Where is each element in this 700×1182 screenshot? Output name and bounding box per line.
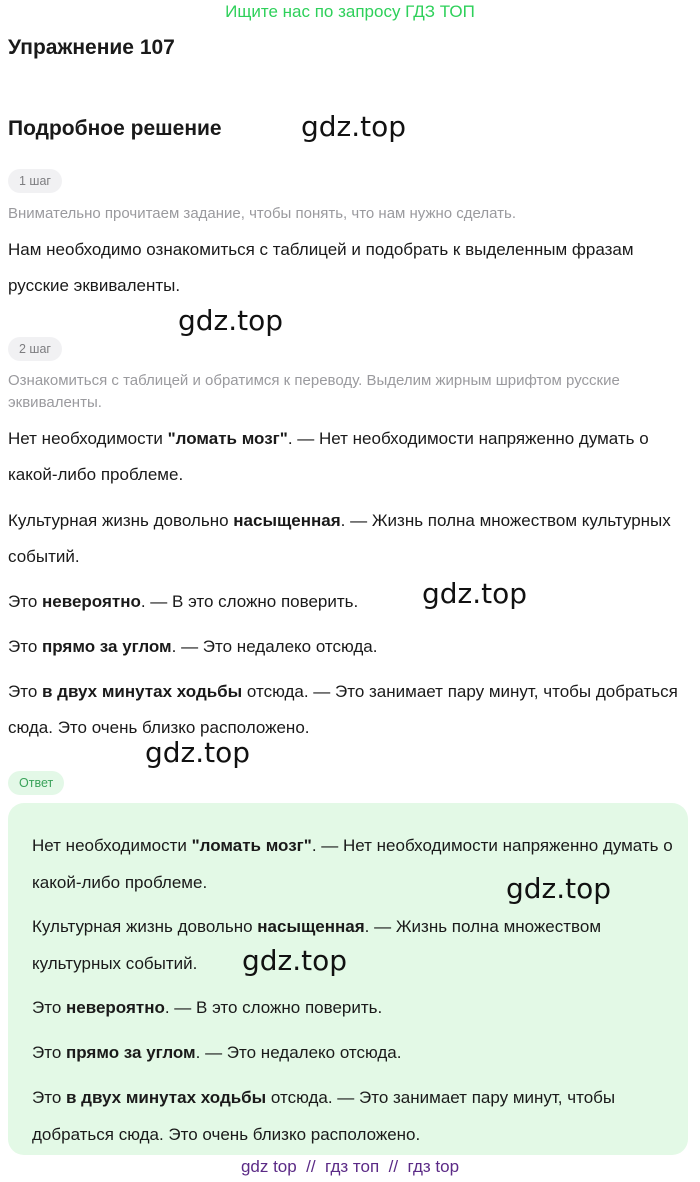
watermark: gdz.top [422,577,528,610]
top-banner[interactable]: Ищите нас по запросу ГДЗ ТОП [225,2,475,21]
watermark: gdz.top [242,944,348,977]
watermark: gdz.top [301,110,407,143]
step-1-hint: Внимательно прочитаем задание, чтобы понять, что нам нужно сделать. [8,205,517,222]
answer-item: Нет необходимости "ломать мозг". — Нет необходимости напряженно думать о какой-либо проблеме. [32,836,673,892]
step-2-badge: 2 шаг [8,337,62,361]
step-2-item: Это прямо за углом. — Это недалеко отсюда. [8,637,378,656]
step-2-item: Это в двух минутах ходьбы отсюда. — Это занимает пару минут, чтобы добраться сюда. Это очень близко расположено. [8,682,678,737]
watermark: gdz.top [145,736,251,769]
watermark: gdz.top [506,872,612,905]
footer-links[interactable]: gdz top // гдз топ // гдз top [240,1157,460,1176]
step-1-badge: 1 шаг [8,169,62,193]
answer-badge: Ответ [8,771,64,795]
exercise-title: Упражнение 107 [8,36,175,59]
solution-title: Подробное решение [8,117,222,140]
step-1-text: Нам необходимо ознакомиться с таблицей и подобрать к выделенным фразам русские эквиваленты. [8,240,634,295]
step-2-item: Нет необходимости "ломать мозг". — Нет необходимости напряженно думать о какой-либо проблеме. [8,429,649,484]
answer-item: Это невероятно. — В это сложно поверить. [32,998,383,1017]
answer-item: Культурная жизнь довольно насыщенная. — Жизнь полна множеством культурных событий. [32,917,602,973]
step-2-item: Это невероятно. — В это сложно поверить. [8,592,359,611]
step-2-item: Культурная жизнь довольно насыщенная. — Жизнь полна множеством культурных событий. [8,511,671,566]
answer-item: Это прямо за углом. — Это недалеко отсюда. [32,1043,402,1062]
watermark: gdz.top [178,304,284,337]
answer-item: Это в двух минутах ходьбы отсюда. — Это занимает пару минут, чтобы добраться сюда. Это очень близко расположено. [32,1088,616,1144]
step-2-hint: Ознакомиться с таблицей и обратимся к переводу. Выделим жирным шрифтом русские эквиваленты. [8,372,620,411]
